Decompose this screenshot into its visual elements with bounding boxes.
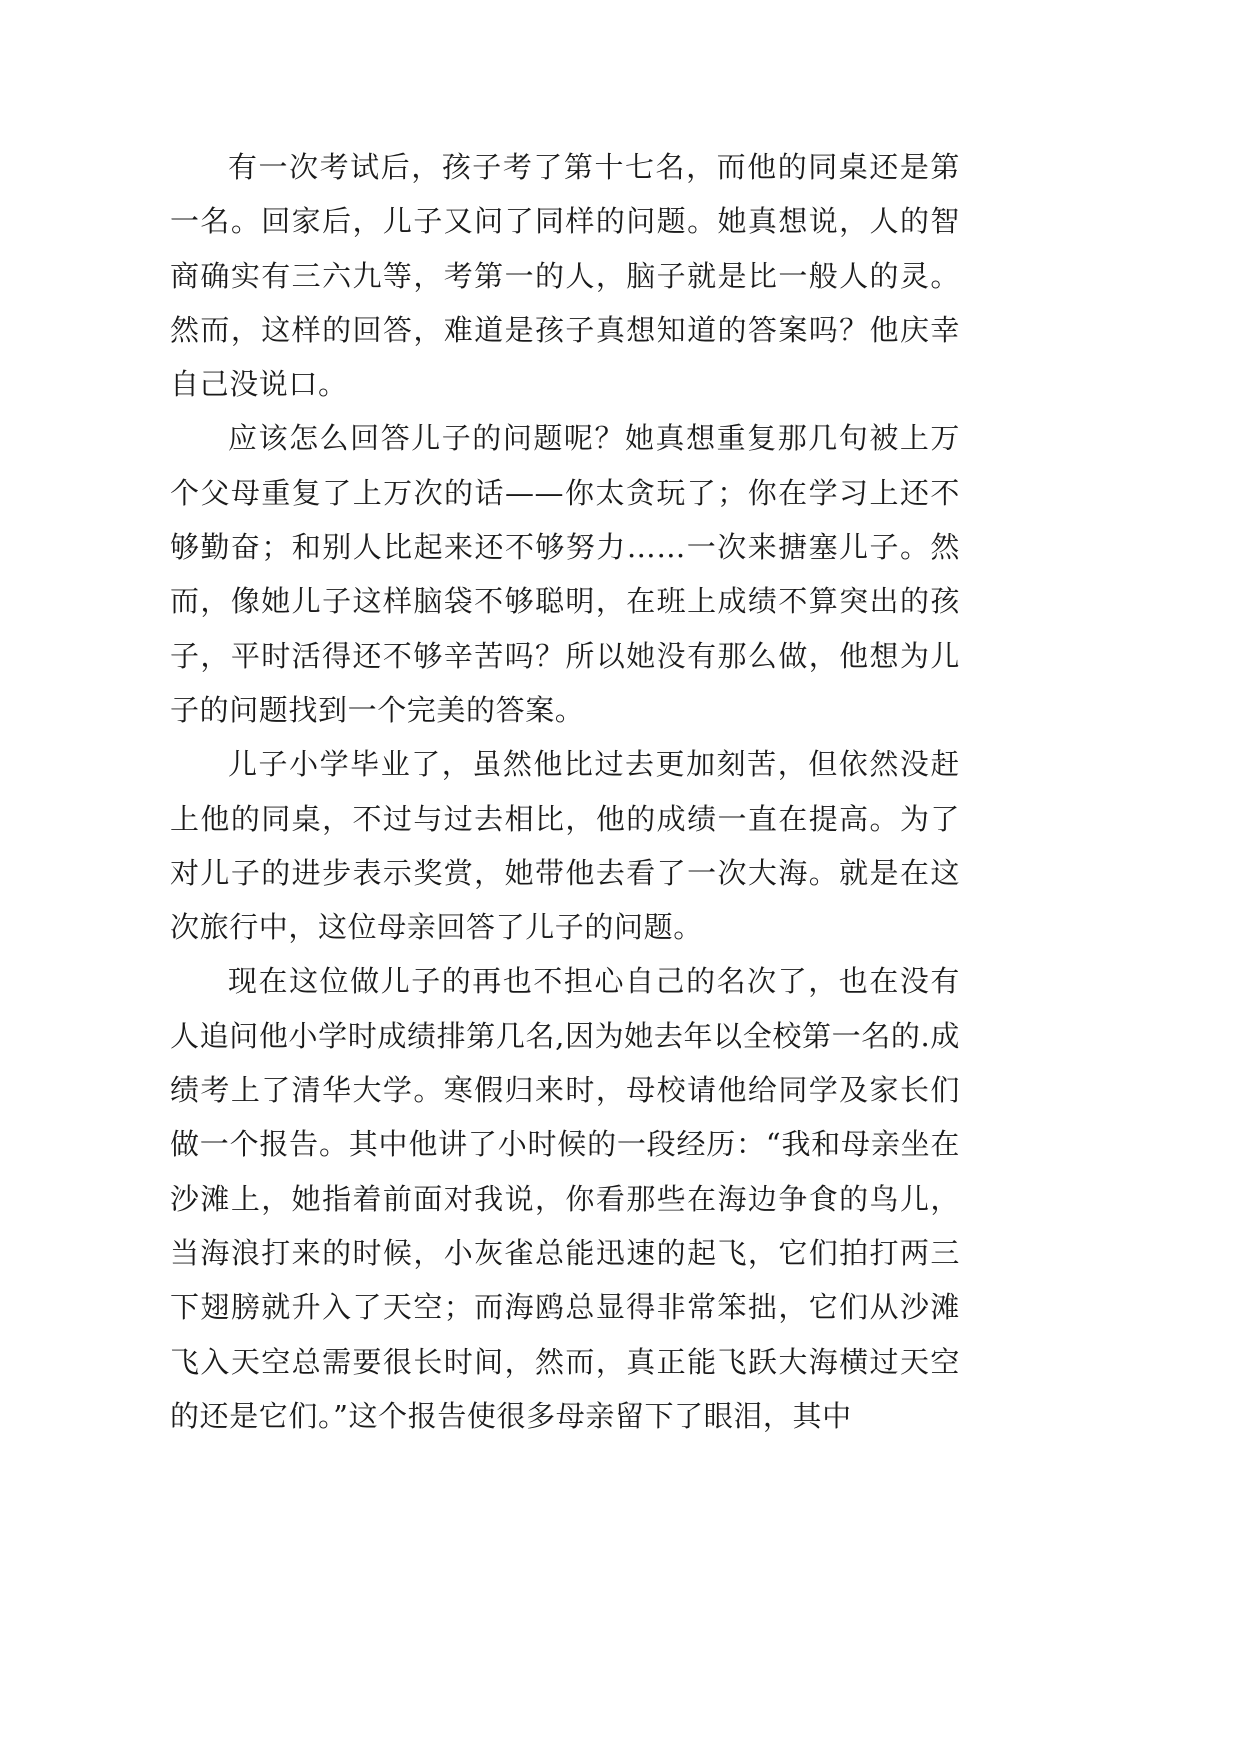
paragraph-4: 现在这位做儿子的再也不担心自己的名次了，也在没有人追问他小学时成绩排第几名,因为她去年以全校第一名的.成绩考上了清华大学。寒假归来时，母校请他给同学及家长们做一个报告。其中他讲了小时候的一段经历：“我和母亲坐在沙滩上，她指着前面对我说，你看那些在海边争食的鸟儿，当海浪打来的时候，小灰雀总能迅速的起飞，它们拍打两三下翅膀就升入了天空；而海鸥总显得非常笨拙，它们从沙滩飞入天空总需要很长时间，然而，真正能飞跃大海横过天空的还是它们。”这个报告使很多母亲留下了眼泪，其中 [170, 964, 960, 1433]
document-body [170, 140, 960, 1443]
paragraph-1: 有一次考试后，孩子考了第十七名，而他的同桌还是第一名。回家后，儿子又问了同样的问题。她真想说，人的智商确实有三六九等，考第一的人，脑子就是比一般人的灵。然而，这样的回答，难道是孩子真想知道的答案吗？他庆幸自己没说口。 [170, 150, 960, 402]
paragraph-2: 应该怎么回答儿子的问题呢？她真想重复那几句被上万个父母重复了上万次的话——你太贪玩了；你在学习上还不够勤奋；和别人比起来还不够努力……一次来搪塞儿子。然而，像她儿子这样脑袋不够聪明，在班上成绩不算突出的孩子，平时活得还不够辛苦吗？所以她没有那么做，他想为儿子的问题找到一个完美的答案。 [170, 421, 960, 727]
paragraph-3: 儿子小学毕业了，虽然他比过去更加刻苦，但依然没赶上他的同桌，不过与过去相比，他的成绩一直在提高。为了对儿子的进步表示奖赏，她带他去看了一次大海。就是在这次旅行中，这位母亲回答了儿子的问题。 [170, 747, 960, 945]
